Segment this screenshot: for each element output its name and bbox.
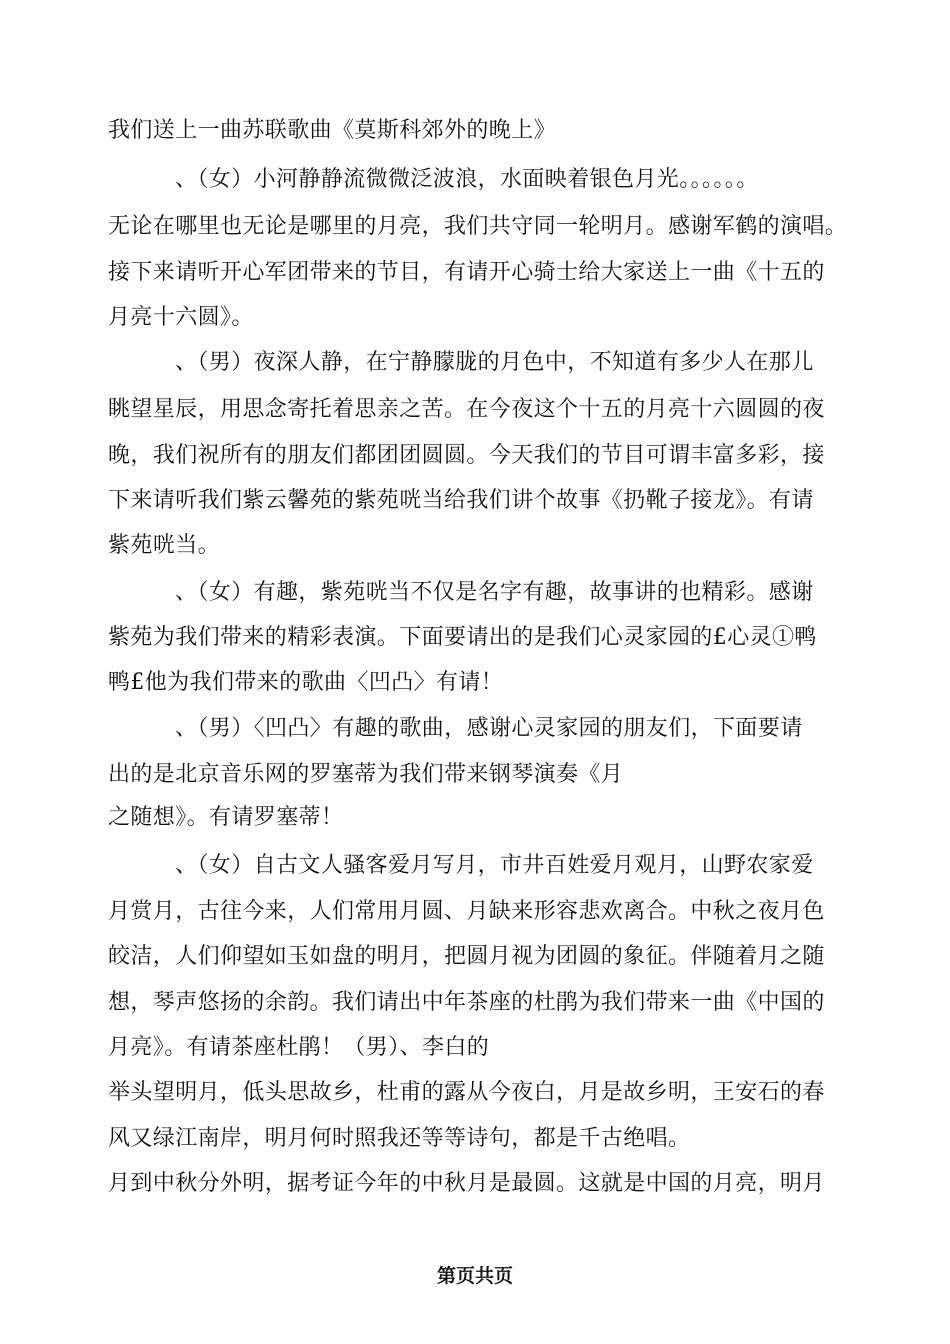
paragraph-first-line: 、（男）〈凹凸〉有趣的歌曲，感谢心灵家园的朋友们，下面要请	[175, 716, 803, 741]
paragraph-first-line: 、（女）自古文人骚客爱月写月，市井百姓爱月观月，山野农家爱	[175, 853, 814, 878]
text-line: 出的是北京音乐网的罗塞蒂为我们带来钢琴演奏《月	[108, 762, 624, 787]
text-line: 接下来请听开心军团带来的节目，有请开心骑士给大家送上一曲《十五的	[108, 260, 825, 285]
text-line: 举头望明月，低头思故乡，杜甫的露从今夜白，月是故乡明，王安石的春	[108, 1080, 825, 1105]
text-line: 鸭£他为我们带来的歌曲〈凹凸〉有请！	[108, 670, 504, 695]
page-footer: 第页共页	[436, 1265, 513, 1287]
text-line: 无论在哪里也无论是哪里的月亮，我们共守同一轮明月。感谢军鹤的演唱。	[108, 214, 848, 239]
text-line: 下来请听我们紫云馨苑的紫苑咣当给我们讲个故事《扔靴子接龙》。有请	[108, 488, 814, 513]
text-line: 月赏月，古往今来，人们常用月圆、月缺来形容悲欢离合。中秋之夜月色	[108, 899, 825, 924]
text-line: 月到中秋分外明，据考证今年的中秋月是最圆。这就是中国的月亮，明月	[108, 1171, 825, 1196]
text-line: 风又绿江南岸，明月何时照我还等等诗句，都是千古绝唱。	[108, 1126, 691, 1151]
paragraph-first-line: 、（女）小河静静流微微泛波浪，水面映着银色月光。。。。。。	[175, 167, 759, 192]
text-line: 晚，我们祝所有的朋友们都团团圆圆。今天我们的节目可谓丰富多彩，接	[108, 443, 825, 468]
text-line: 之随想》。有请罗塞蒂！	[108, 805, 344, 830]
paragraph-first-line: 、（男）夜深人静，在宁静朦胧的月色中，不知道有多少人在那儿	[175, 350, 814, 375]
text-line: 想，琴声悠扬的余韵。我们请出中年茶座的杜鹃为我们带来一曲《中国的	[108, 990, 825, 1015]
text-line: 月亮十六圆》。	[108, 305, 254, 330]
text-line: 我们送上一曲苏联歌曲《莫斯科郊外的晚上》	[108, 118, 557, 143]
text-line: 月亮》。有请茶座杜鹃！（男）、李白的	[108, 1035, 490, 1060]
text-line: 紫苑为我们带来的精彩表演。下面要请出的是我们心灵家园的£心灵①鸭	[108, 625, 817, 650]
text-line: 眺望星辰，用思念寄托着思亲之苦。在今夜这个十五的月亮十六圆圆的夜	[108, 397, 825, 422]
text-line: 紫苑咣当。	[108, 533, 221, 558]
text-line: 皎洁，人们仰望如玉如盘的明月，把圆月视为团圆的象征。伴随着月之随	[108, 944, 825, 969]
paragraph-first-line: 、（女）有趣，紫苑咣当不仅是名字有趣，故事讲的也精彩。感谢	[175, 580, 814, 605]
